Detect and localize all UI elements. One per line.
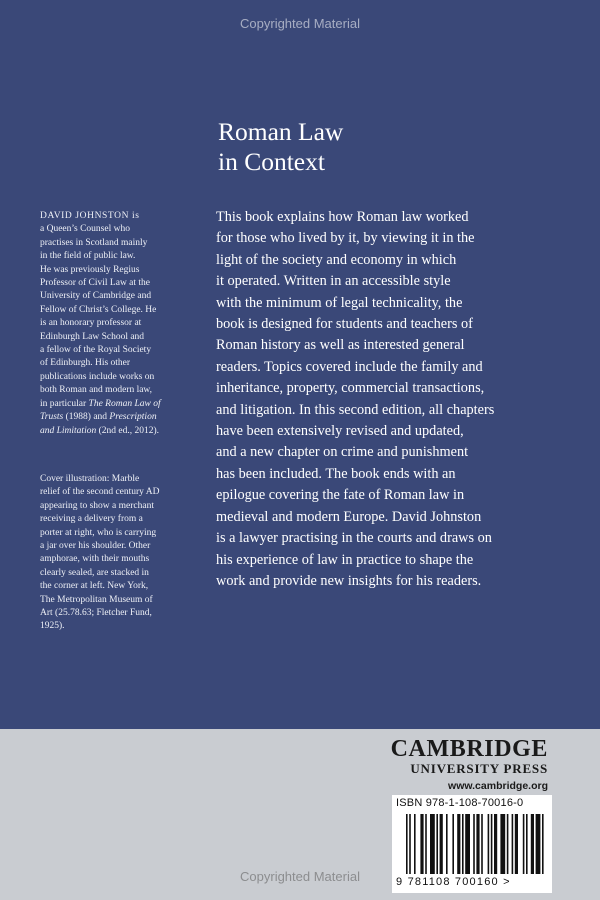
author-bio bbox=[40, 210, 190, 438]
barcode-bar bbox=[476, 814, 479, 874]
barcode-bar bbox=[488, 814, 490, 874]
barcode-bar bbox=[465, 814, 470, 874]
blurb-line: have been extensively revised and updated, bbox=[216, 423, 464, 440]
barcode-bar bbox=[436, 814, 438, 874]
bio-line: in particular The Roman Law of bbox=[40, 398, 161, 409]
bio-line: He was previously Regius bbox=[40, 264, 140, 275]
barcode-bar bbox=[409, 814, 411, 874]
barcode-bar bbox=[452, 814, 454, 874]
caption-line: amphorae, with their mouths bbox=[40, 554, 150, 565]
blurb-line: his experience of law in practice to shape the bbox=[216, 551, 474, 568]
blurb-line: is a lawyer practising in the courts and draws on bbox=[216, 530, 492, 547]
cover-illustration-caption bbox=[40, 473, 200, 634]
blurb-line: inheritance, property, commercial transactions, bbox=[216, 380, 485, 397]
barcode-bar bbox=[542, 814, 544, 874]
blurb-line: and litigation. In this second edition, all chapters bbox=[216, 401, 495, 418]
caption-line: clearly sealed, are stacked in bbox=[40, 567, 149, 578]
bio-line: a fellow of the Royal Society bbox=[40, 345, 152, 356]
bio-line: Professor of Civil Law at the bbox=[40, 278, 151, 289]
publisher-logo bbox=[368, 735, 548, 793]
caption-line: porter at right, who is carrying bbox=[40, 527, 157, 538]
bio-line: University of Cambridge and bbox=[40, 291, 152, 302]
blurb-line: work and provide new insights for his readers. bbox=[216, 572, 482, 589]
caption-line: receiving a delivery from a bbox=[40, 514, 143, 525]
barcode-bar bbox=[526, 814, 528, 874]
barcode-bar bbox=[494, 814, 497, 874]
publisher-name: CAMBRIDGE bbox=[390, 736, 548, 762]
blurb-line: This book explains how Roman law worked bbox=[216, 209, 469, 225]
bio-line: in the field of public law. bbox=[40, 251, 136, 262]
blurb-line: Roman history as well as interested general bbox=[216, 337, 465, 354]
barcode-bar bbox=[414, 814, 416, 874]
caption-line: relief of the second century AD bbox=[40, 487, 160, 498]
barcode-bar bbox=[473, 814, 475, 874]
barcode-bar bbox=[462, 814, 464, 874]
book-title bbox=[218, 117, 343, 177]
barcode-graphic bbox=[392, 812, 552, 876]
barcode-bar bbox=[500, 814, 505, 874]
blurb-line: has been included. The book ends with an bbox=[216, 465, 456, 482]
bio-line: publications include works on bbox=[40, 371, 155, 382]
barcode-bar bbox=[430, 814, 435, 874]
title-line: Roman Law bbox=[218, 117, 344, 146]
bio-line: both Roman and modern law, bbox=[40, 385, 153, 396]
caption-line: Cover illustration: Marble bbox=[40, 474, 140, 484]
bio-line: practises in Scotland mainly bbox=[40, 237, 148, 248]
bio-line: Trusts (1988) and Prescription bbox=[40, 412, 157, 423]
barcode-bar bbox=[446, 814, 448, 874]
blurb-line: book is designed for students and teachers of bbox=[216, 316, 473, 333]
watermark-top: Copyrighted Material bbox=[240, 16, 360, 31]
barcode-bar bbox=[457, 814, 460, 874]
book-description bbox=[216, 207, 536, 592]
caption-line: The Metropolitan Museum of bbox=[40, 594, 153, 605]
blurb-line: readers. Topics covered include the family and bbox=[216, 358, 483, 375]
blurb-line: epilogue covering the fate of Roman law in bbox=[216, 487, 465, 504]
barcode-bar bbox=[536, 814, 541, 874]
publisher-url: www.cambridge.org bbox=[448, 780, 548, 792]
blurb-line: and a new chapter on crime and punishment bbox=[216, 444, 469, 461]
barcode-bar bbox=[507, 814, 509, 874]
barcode-bar bbox=[515, 814, 518, 874]
caption-line: 1925). bbox=[40, 621, 65, 632]
bio-line: DAVID JOHNSTON is bbox=[40, 211, 140, 221]
barcode-bar bbox=[420, 814, 423, 874]
blurb-line: it operated. Written in an accessible style bbox=[216, 273, 451, 290]
blurb-line: with the minimum of legal technicality, the bbox=[216, 294, 463, 311]
caption-line: a jar over his shoulder. Other bbox=[40, 541, 151, 552]
blurb-line: medieval and modern Europe. David Johnston bbox=[216, 508, 482, 525]
barcode-digits: 9 781108 700160 > bbox=[396, 876, 511, 888]
bio-line: Edinburgh Law School and bbox=[40, 331, 145, 342]
blurb-line: for those who lived by it, by viewing it in the bbox=[216, 230, 475, 247]
isbn-label: ISBN 978-1-108-70016-0 bbox=[396, 797, 524, 809]
bio-line: of Edinburgh. His other bbox=[40, 358, 131, 369]
publisher-press: UNIVERSITY PRESS bbox=[410, 761, 548, 776]
bio-line: a Queen’s Counsel who bbox=[40, 224, 130, 235]
watermark-bottom: Copyrighted Material bbox=[240, 869, 360, 884]
bio-line: and Limitation (2nd ed., 2012). bbox=[40, 425, 160, 436]
barcode-bar bbox=[440, 814, 443, 874]
barcode-bar bbox=[512, 814, 514, 874]
barcode-bar bbox=[481, 814, 483, 874]
barcode-bar bbox=[406, 814, 408, 874]
barcode-bar bbox=[523, 814, 525, 874]
blurb-line: light of the society and economy in which bbox=[216, 251, 457, 268]
barcode-bar bbox=[491, 814, 493, 874]
caption-line: appearing to show a merchant bbox=[40, 500, 154, 511]
caption-line: Art (25.78.63; Fletcher Fund, bbox=[40, 608, 152, 619]
barcode-bar bbox=[531, 814, 534, 874]
barcode-bar bbox=[425, 814, 427, 874]
bio-line: is an honorary professor at bbox=[40, 318, 142, 329]
bio-line: Fellow of Christ’s College. He bbox=[40, 304, 157, 315]
title-line: in Context bbox=[218, 147, 325, 176]
caption-line: the corner at left. New York, bbox=[40, 581, 149, 592]
